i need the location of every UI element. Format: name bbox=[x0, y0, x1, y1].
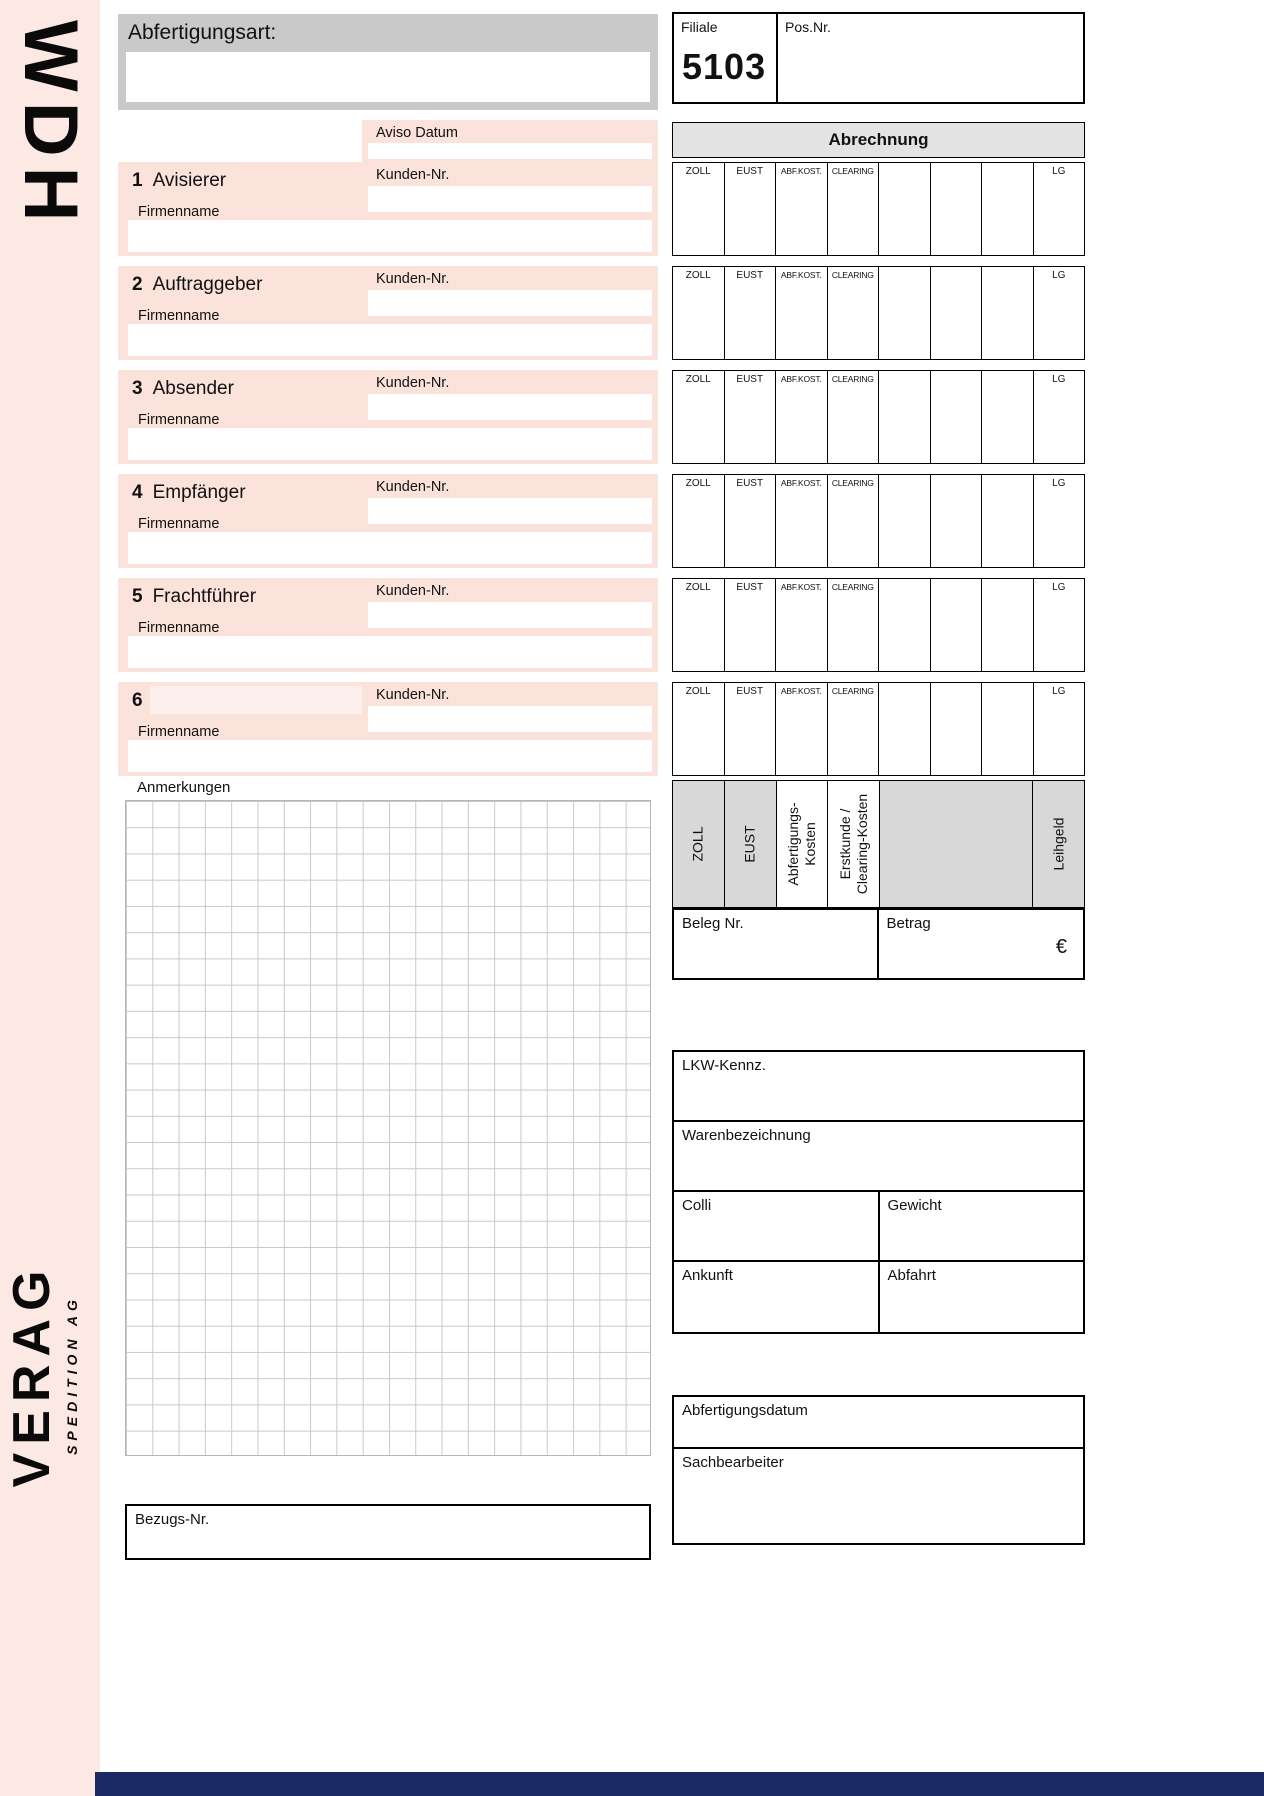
clearing-col-header: CLEARING bbox=[831, 686, 874, 696]
rotated-zoll-label: ZOLL bbox=[689, 826, 706, 862]
abrechnung-cell-empty[interactable] bbox=[931, 579, 983, 671]
abrechnung-cell-empty[interactable] bbox=[931, 371, 983, 463]
party-name: Empfänger bbox=[152, 482, 246, 503]
abrechnung-cell-empty[interactable] bbox=[931, 163, 983, 255]
abrechnung-row bbox=[672, 682, 1085, 776]
clearing-col-header: CLEARING bbox=[831, 478, 874, 488]
clearing-col-header: CLEARING bbox=[831, 166, 874, 176]
brand-verag-subtitle: SPEDITION AG bbox=[63, 1295, 80, 1455]
party-name-slot[interactable] bbox=[150, 686, 362, 714]
kunden-nr-label: Kunden-Nr. bbox=[376, 375, 450, 391]
aviso-datum-block bbox=[362, 120, 658, 162]
abfkost-col-header: ABF.KOST. bbox=[780, 582, 822, 592]
party-number: 1 bbox=[132, 170, 143, 191]
lkw-kennz-label: LKW-Kennz. bbox=[682, 1057, 766, 1074]
rotated-cell-zoll bbox=[673, 781, 725, 907]
firmenname-input[interactable] bbox=[128, 740, 652, 772]
warenbezeichnung-field[interactable] bbox=[674, 1122, 1083, 1192]
anmerkungen-grid[interactable] bbox=[125, 800, 651, 1456]
lg-col-header: LG bbox=[1052, 478, 1066, 489]
firmenname-label: Firmenname bbox=[138, 724, 220, 740]
gewicht-field[interactable] bbox=[878, 1192, 1084, 1260]
abrechnung-cell-eust[interactable] bbox=[725, 371, 777, 463]
party-name: Auftraggeber bbox=[152, 274, 263, 295]
abrechnung-cell-clearing[interactable] bbox=[828, 163, 880, 255]
party-name: Frachtführer bbox=[152, 586, 257, 607]
abrechnung-header: Abrechnung bbox=[672, 122, 1085, 158]
abrechnung-cell-lg[interactable] bbox=[1034, 163, 1085, 255]
firmenname-input[interactable] bbox=[128, 220, 652, 252]
abrechnung-cell-clearing[interactable] bbox=[828, 579, 880, 671]
warenbezeichnung-label: Warenbezeichnung bbox=[682, 1127, 811, 1144]
filiale-field[interactable] bbox=[674, 14, 778, 102]
abfkost-col-header: ABF.KOST. bbox=[780, 270, 822, 280]
abrechnung-row bbox=[672, 370, 1085, 464]
abrechnung-cell-empty[interactable] bbox=[879, 579, 931, 671]
abrechnung-cell-clearing[interactable] bbox=[828, 371, 880, 463]
firmenname-input[interactable] bbox=[128, 428, 652, 460]
party-title bbox=[132, 170, 226, 192]
bezugs-nr-field[interactable] bbox=[125, 1504, 651, 1560]
lg-col-header: LG bbox=[1052, 270, 1066, 281]
kunden-nr-input[interactable] bbox=[368, 186, 652, 212]
filiale-label: Filiale bbox=[681, 19, 718, 35]
abfkost-col-header: ABF.KOST. bbox=[780, 166, 822, 176]
abrechnung-cell-lg[interactable] bbox=[1034, 371, 1085, 463]
party-section-avisierer bbox=[118, 162, 658, 256]
abrechnung-rotated-labels bbox=[672, 780, 1085, 908]
abrechnung-cell-clearing[interactable] bbox=[828, 475, 880, 567]
abrechnung-cell-eust[interactable] bbox=[725, 683, 777, 775]
sachbearbeiter-field[interactable] bbox=[674, 1449, 1083, 1543]
abrechnung-cell-eust[interactable] bbox=[725, 579, 777, 671]
abrechnung-cell-empty[interactable] bbox=[931, 475, 983, 567]
lg-col-header: LG bbox=[1052, 686, 1066, 697]
filiale-posnr-box bbox=[672, 12, 1085, 104]
colli-field[interactable] bbox=[674, 1192, 878, 1260]
abfertigungsart-input[interactable] bbox=[126, 52, 650, 102]
rotated-cell-abfkost bbox=[777, 781, 829, 907]
firmenname-label: Firmenname bbox=[138, 412, 220, 428]
anmerkungen-label: Anmerkungen bbox=[137, 779, 231, 796]
ankunft-field[interactable] bbox=[674, 1262, 878, 1332]
abrechnung-cell-abfkost[interactable] bbox=[776, 579, 828, 671]
kunden-nr-input[interactable] bbox=[368, 290, 652, 316]
clearing-col-header: CLEARING bbox=[831, 374, 874, 384]
betrag-label: Betrag bbox=[886, 915, 931, 932]
abfertigungsdatum-field[interactable] bbox=[674, 1397, 1083, 1449]
eust-col-header: EUST bbox=[736, 166, 764, 177]
abrechnung-row bbox=[672, 266, 1085, 360]
party-title bbox=[132, 274, 262, 296]
eust-col-header: EUST bbox=[736, 374, 764, 385]
abrechnung-cell-zoll[interactable] bbox=[673, 579, 725, 671]
ankunft-abfahrt-row bbox=[674, 1262, 1083, 1332]
shipment-box bbox=[672, 1050, 1085, 1334]
lg-col-header: LG bbox=[1052, 166, 1066, 177]
rotated-clearing-label: Erstkunde / Clearing-Kosten bbox=[836, 793, 870, 895]
colli-gewicht-row bbox=[674, 1192, 1083, 1262]
abrechnung-cell-eust[interactable] bbox=[725, 163, 777, 255]
abrechnung-cell-zoll[interactable] bbox=[673, 683, 725, 775]
abrechnung-cell-eust[interactable] bbox=[725, 267, 777, 359]
firmenname-input[interactable] bbox=[128, 532, 652, 564]
eust-col-header: EUST bbox=[736, 582, 764, 593]
abrechnung-cell-zoll[interactable] bbox=[673, 371, 725, 463]
beleg-betrag-box bbox=[672, 908, 1085, 980]
party-section-absender bbox=[118, 370, 658, 464]
abrechnung-cell-empty[interactable] bbox=[982, 267, 1034, 359]
filiale-value: 5103 bbox=[682, 46, 767, 87]
lkw-kennz-field[interactable] bbox=[674, 1052, 1083, 1122]
lg-col-header: LG bbox=[1052, 582, 1066, 593]
abrechnung-cell-empty[interactable] bbox=[879, 163, 931, 255]
kunden-nr-label: Kunden-Nr. bbox=[376, 583, 450, 599]
abrechnung-cell-clearing[interactable] bbox=[828, 267, 880, 359]
lg-col-header: LG bbox=[1052, 374, 1066, 385]
party-title bbox=[132, 378, 234, 400]
abrechnung-cell-clearing[interactable] bbox=[828, 683, 880, 775]
kunden-nr-label: Kunden-Nr. bbox=[376, 479, 450, 495]
rotated-abfkost-label: Abfertigungs-Kosten bbox=[785, 802, 818, 886]
firmenname-label: Firmenname bbox=[138, 204, 220, 220]
abfertigungsart-box bbox=[118, 14, 658, 110]
gewicht-label: Gewicht bbox=[887, 1197, 942, 1214]
abrechnung-cell-abfkost[interactable] bbox=[776, 371, 828, 463]
abrechnung-cell-empty[interactable] bbox=[982, 475, 1034, 567]
abrechnung-row bbox=[672, 474, 1085, 568]
party-number: 2 bbox=[132, 274, 143, 295]
posnr-label: Pos.Nr. bbox=[785, 19, 831, 35]
eust-col-header: EUST bbox=[736, 478, 764, 489]
party-name: Avisierer bbox=[152, 170, 227, 191]
firmenname-label: Firmenname bbox=[138, 620, 220, 636]
beleg-nr-field[interactable] bbox=[674, 910, 879, 978]
abrechnung-cell-abfkost[interactable] bbox=[776, 475, 828, 567]
rotated-cell-blank bbox=[880, 781, 1033, 907]
abrechnung-row bbox=[672, 162, 1085, 256]
abrechnung-cell-zoll[interactable] bbox=[673, 267, 725, 359]
party-title bbox=[132, 482, 246, 504]
party-section-empfaenger bbox=[118, 474, 658, 568]
rotated-eust-label: EUST bbox=[741, 825, 758, 863]
abrechnung-cell-empty[interactable] bbox=[982, 371, 1034, 463]
kunden-nr-input[interactable] bbox=[368, 706, 652, 732]
abrechnung-cell-zoll[interactable] bbox=[673, 475, 725, 567]
abrechnung-cell-zoll[interactable] bbox=[673, 163, 725, 255]
kunden-nr-input[interactable] bbox=[368, 394, 652, 420]
abrechnung-cell-abfkost[interactable] bbox=[776, 683, 828, 775]
abrechnung-cell-abfkost[interactable] bbox=[776, 267, 828, 359]
abrechnung-cell-empty[interactable] bbox=[982, 163, 1034, 255]
kunden-nr-label: Kunden-Nr. bbox=[376, 271, 450, 287]
betrag-field[interactable] bbox=[879, 910, 1084, 978]
clearing-col-header: CLEARING bbox=[831, 582, 874, 592]
zoll-col-header: ZOLL bbox=[685, 582, 711, 593]
left-brand-strip bbox=[0, 0, 100, 1796]
abfertigungsdatum-label: Abfertigungsdatum bbox=[682, 1402, 808, 1419]
eust-col-header: EUST bbox=[736, 270, 764, 281]
brand-wdh bbox=[0, 20, 100, 310]
party-section-frachtfuehrer bbox=[118, 578, 658, 672]
kunden-nr-input[interactable] bbox=[368, 498, 652, 524]
brand-verag bbox=[5, 1225, 95, 1525]
kunden-nr-label: Kunden-Nr. bbox=[376, 167, 450, 183]
abrechnung-row bbox=[672, 578, 1085, 672]
abrechnung-cell-lg[interactable] bbox=[1034, 267, 1085, 359]
sachbearbeiter-label: Sachbearbeiter bbox=[682, 1454, 784, 1471]
euro-symbol: € bbox=[1055, 936, 1067, 958]
beleg-nr-label: Beleg Nr. bbox=[682, 915, 744, 932]
abfkost-col-header: ABF.KOST. bbox=[780, 686, 822, 696]
abrechnung-cell-empty[interactable] bbox=[879, 683, 931, 775]
eust-col-header: EUST bbox=[736, 686, 764, 697]
bezugs-nr-label: Bezugs-Nr. bbox=[135, 1511, 210, 1528]
party-number: 4 bbox=[132, 482, 143, 503]
abrechnung-cell-lg[interactable] bbox=[1034, 579, 1085, 671]
zoll-col-header: ZOLL bbox=[685, 478, 711, 489]
party-number: 6 bbox=[132, 690, 143, 711]
abrechnung-cell-empty[interactable] bbox=[931, 267, 983, 359]
party-number: 5 bbox=[132, 586, 143, 607]
firmenname-input[interactable] bbox=[128, 324, 652, 356]
colli-label: Colli bbox=[682, 1197, 712, 1214]
abrechnung-cell-empty[interactable] bbox=[982, 683, 1034, 775]
zoll-col-header: ZOLL bbox=[685, 686, 711, 697]
rotated-cell-eust bbox=[725, 781, 777, 907]
firmenname-label: Firmenname bbox=[138, 308, 220, 324]
brand-verag-text: VERAG bbox=[3, 1262, 61, 1488]
rotated-leihgeld-label: Leihgeld bbox=[1050, 817, 1067, 871]
party-section-auftraggeber bbox=[118, 266, 658, 360]
posnr-field[interactable] bbox=[778, 14, 1083, 102]
abrechnung-cell-empty[interactable] bbox=[879, 475, 931, 567]
zoll-col-header: ZOLL bbox=[685, 374, 711, 385]
zoll-col-header: ZOLL bbox=[685, 166, 711, 177]
abfkost-col-header: ABF.KOST. bbox=[780, 478, 822, 488]
abfertigungsart-label: Abfertigungsart: bbox=[128, 21, 277, 44]
abrechnung-cell-empty[interactable] bbox=[931, 683, 983, 775]
aviso-datum-label: Aviso Datum bbox=[376, 125, 458, 141]
abrechnung-cell-lg[interactable] bbox=[1034, 475, 1085, 567]
rotated-cell-leihgeld bbox=[1033, 781, 1084, 907]
abfahrt-label: Abfahrt bbox=[887, 1267, 936, 1284]
abfahrt-field[interactable] bbox=[878, 1262, 1084, 1332]
abrechnung-cell-abfkost[interactable] bbox=[776, 163, 828, 255]
kunden-nr-label: Kunden-Nr. bbox=[376, 687, 450, 703]
rotated-cell-clearing bbox=[828, 781, 880, 907]
abrechnung-cell-empty[interactable] bbox=[879, 267, 931, 359]
party-section-6 bbox=[118, 682, 658, 776]
abrechnung-cell-empty[interactable] bbox=[879, 371, 931, 463]
kunden-nr-input[interactable] bbox=[368, 602, 652, 628]
firmenname-input[interactable] bbox=[128, 636, 652, 668]
abfkost-col-header: ABF.KOST. bbox=[780, 374, 822, 384]
brand-wdh-text: WDH bbox=[8, 20, 93, 232]
abrechnung-cell-empty[interactable] bbox=[982, 579, 1034, 671]
party-name: Absender bbox=[152, 378, 234, 399]
ankunft-label: Ankunft bbox=[682, 1267, 733, 1284]
firmenname-label: Firmenname bbox=[138, 516, 220, 532]
clearing-col-header: CLEARING bbox=[831, 270, 874, 280]
abrechnung-cell-lg[interactable] bbox=[1034, 683, 1085, 775]
party-number: 3 bbox=[132, 378, 143, 399]
zoll-col-header: ZOLL bbox=[685, 270, 711, 281]
processing-box bbox=[672, 1395, 1085, 1545]
aviso-datum-input[interactable] bbox=[368, 143, 652, 159]
bottom-accent-bar bbox=[95, 1772, 1264, 1796]
party-title bbox=[132, 586, 256, 608]
abrechnung-cell-eust[interactable] bbox=[725, 475, 777, 567]
